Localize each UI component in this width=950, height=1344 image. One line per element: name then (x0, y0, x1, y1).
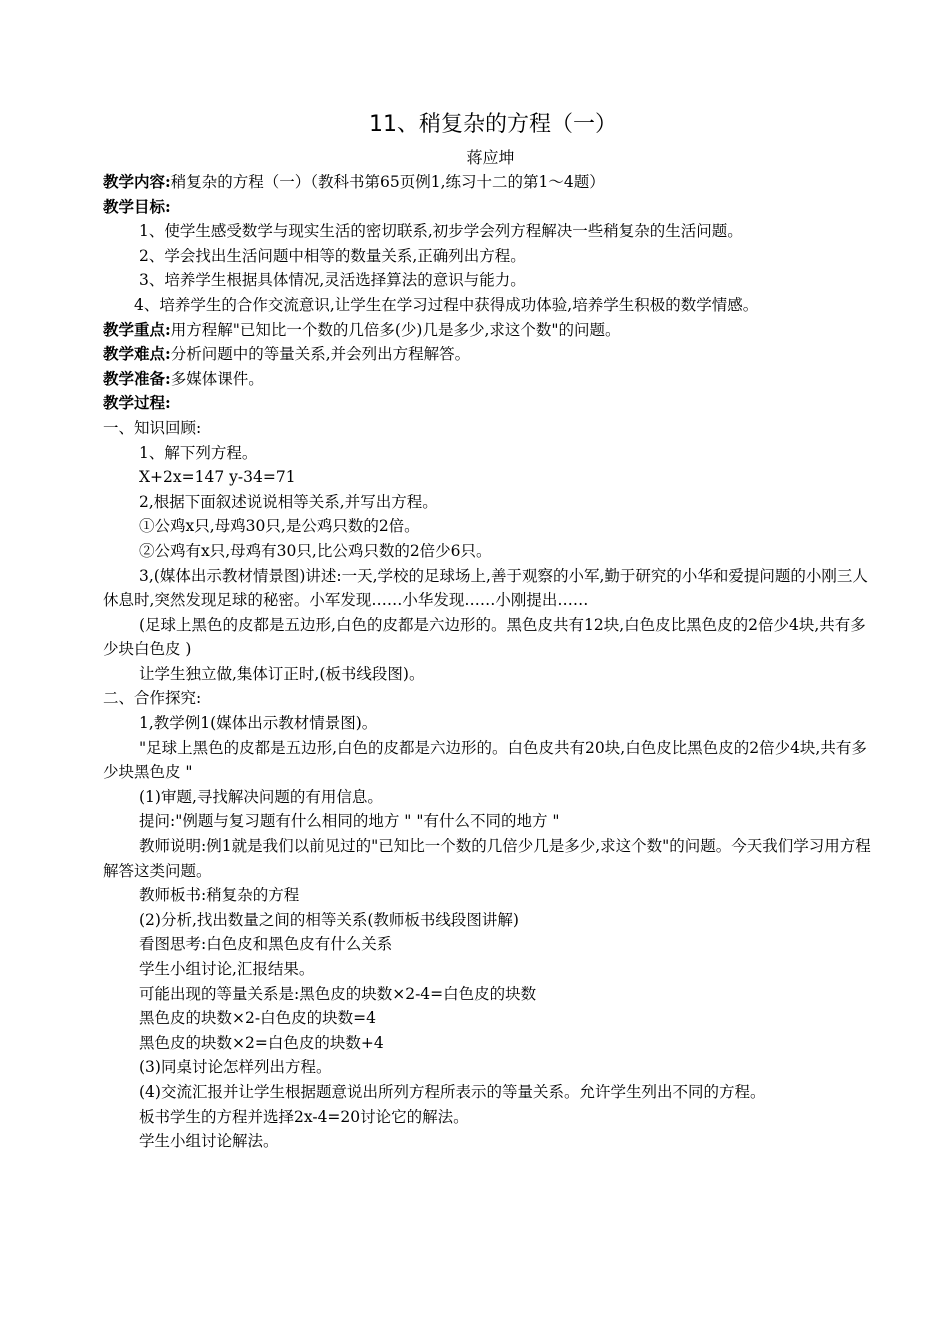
text-line: 教师板书:稍复杂的方程 (139, 886, 300, 905)
goal-item: 4、培养学生的合作交流意识,让学生在学习过程中获得成功体验,培养学生积极的数学情感。 (134, 295, 759, 314)
document-title: 11、稍复杂的方程（一） (369, 112, 617, 137)
text-line: 提问:"例题与复习题有什么相同的地方 " "有什么不同的地方 " (139, 812, 560, 831)
text-line: ②公鸡有x只,母鸡有30只,比公鸡只数的2倍少6只。 (139, 541, 492, 560)
text-line: (2)分析,找出数量之间的相等关系(教师板书线段图讲解) (139, 910, 519, 929)
section-heading: 一、知识回顾: (103, 418, 202, 437)
paragraph: 3,(媒体出示教材情景图)讲述:一天,学校的足球场上,善于观察的小军,勤于研究的小华和爱提问题的小刚三人休息时,突然发现足球的秘密。小军发现……小华发现……小刚提出…… (103, 566, 868, 610)
text-line: 看图思考:白色皮和黑色皮有什么关系 (139, 935, 393, 954)
document-page (103, 110, 878, 1154)
goal-item: 3、培养学生根据具体情况,灵活选择算法的意识与能力。 (139, 271, 526, 290)
text-line: 1,教学例1(媒体出示教材情景图)。 (139, 714, 378, 733)
text-line: ①公鸡x只,母鸡30只,是公鸡只数的2倍。 (139, 517, 420, 536)
equation-line: X+2x=147 y-34=71 (139, 468, 296, 487)
teaching-difficulty (103, 342, 878, 367)
teaching-content-label: 教学内容: (103, 172, 171, 191)
text-line: (1)审题,寻找解决问题的有用信息。 (139, 787, 383, 806)
teaching-focus (103, 318, 878, 343)
section-heading: 二、合作探究: (103, 689, 202, 708)
paragraph: "足球上黑色的皮都是五边形,白色的皮都是六边形的。白色皮共有20块,白色皮比黑色皮的2倍少4块,共有多少块黑色皮 " (103, 738, 867, 782)
teaching-difficulty-label: 教学难点: (103, 344, 171, 364)
goal-item: 1、使学生感受数学与现实生活的密切联系,初步学会列方程解决一些稍复杂的生活问题。 (139, 222, 743, 241)
text-line: (3)同桌讨论怎样列出方程。 (139, 1058, 332, 1077)
text-line: 黑色皮的块数×2=白色皮的块数+4 (139, 1033, 384, 1052)
text-line: 可能出现的等量关系是:黑色皮的块数×2-4=白色皮的块数 (139, 984, 537, 1003)
paragraph: (足球上黑色的皮都是五边形,白色的皮都是六边形的。黑色皮共有12块,白色皮比黑色皮的2倍少4块,共有多少块白色皮 ) (103, 615, 866, 659)
teaching-prep-label: 教学准备: (103, 368, 171, 388)
paragraph: 教师说明:例1就是我们以前见过的"已知比一个数的几倍少几是多少,求这个数"的问题。今天我们学习用方程解答这类问题。 (103, 837, 871, 880)
teaching-focus-label: 教学重点: (103, 319, 171, 339)
text-line: 板书学生的方程并选择2x-4=20讨论它的解法。 (139, 1107, 469, 1126)
teaching-content (103, 170, 878, 195)
text-line: 1、解下列方程。 (139, 443, 258, 462)
teaching-content-text: 稍复杂的方程（一）（教科书第65页例1,练习十二的第1～4题） (170, 173, 605, 191)
paragraph: (4)交流汇报并让学生根据题意说出所列方程所表示的等量关系。允许学生列出不同的方程。 (139, 1082, 766, 1101)
teaching-prep (103, 367, 878, 392)
text-line: 黑色皮的块数×2-白色皮的块数=4 (139, 1009, 376, 1028)
goal-item: 2、学会找出生活问题中相等的数量关系,正确列出方程。 (139, 246, 526, 265)
text-line: 2,根据下面叙述说说相等关系,并写出方程。 (139, 492, 438, 511)
teaching-prep-text: 多媒体课件。 (170, 369, 264, 388)
teaching-focus-text: 用方程解"已知比一个数的几倍多(少)几是多少,求这个数"的问题。 (170, 320, 621, 339)
text-line: 学生小组讨论,汇报结果。 (139, 960, 315, 978)
text-line: 学生小组讨论解法。 (139, 1132, 279, 1151)
author-name: 蒋应坤 (466, 148, 515, 167)
teaching-goals-label: 教学目标: (103, 196, 171, 216)
text-line: 让学生独立做,集体订正时,(板书线段图)。 (139, 664, 425, 683)
teaching-difficulty-text: 分析问题中的等量关系,并会列出方程解答。 (170, 345, 471, 364)
teaching-process-label: 教学过程: (103, 393, 171, 413)
